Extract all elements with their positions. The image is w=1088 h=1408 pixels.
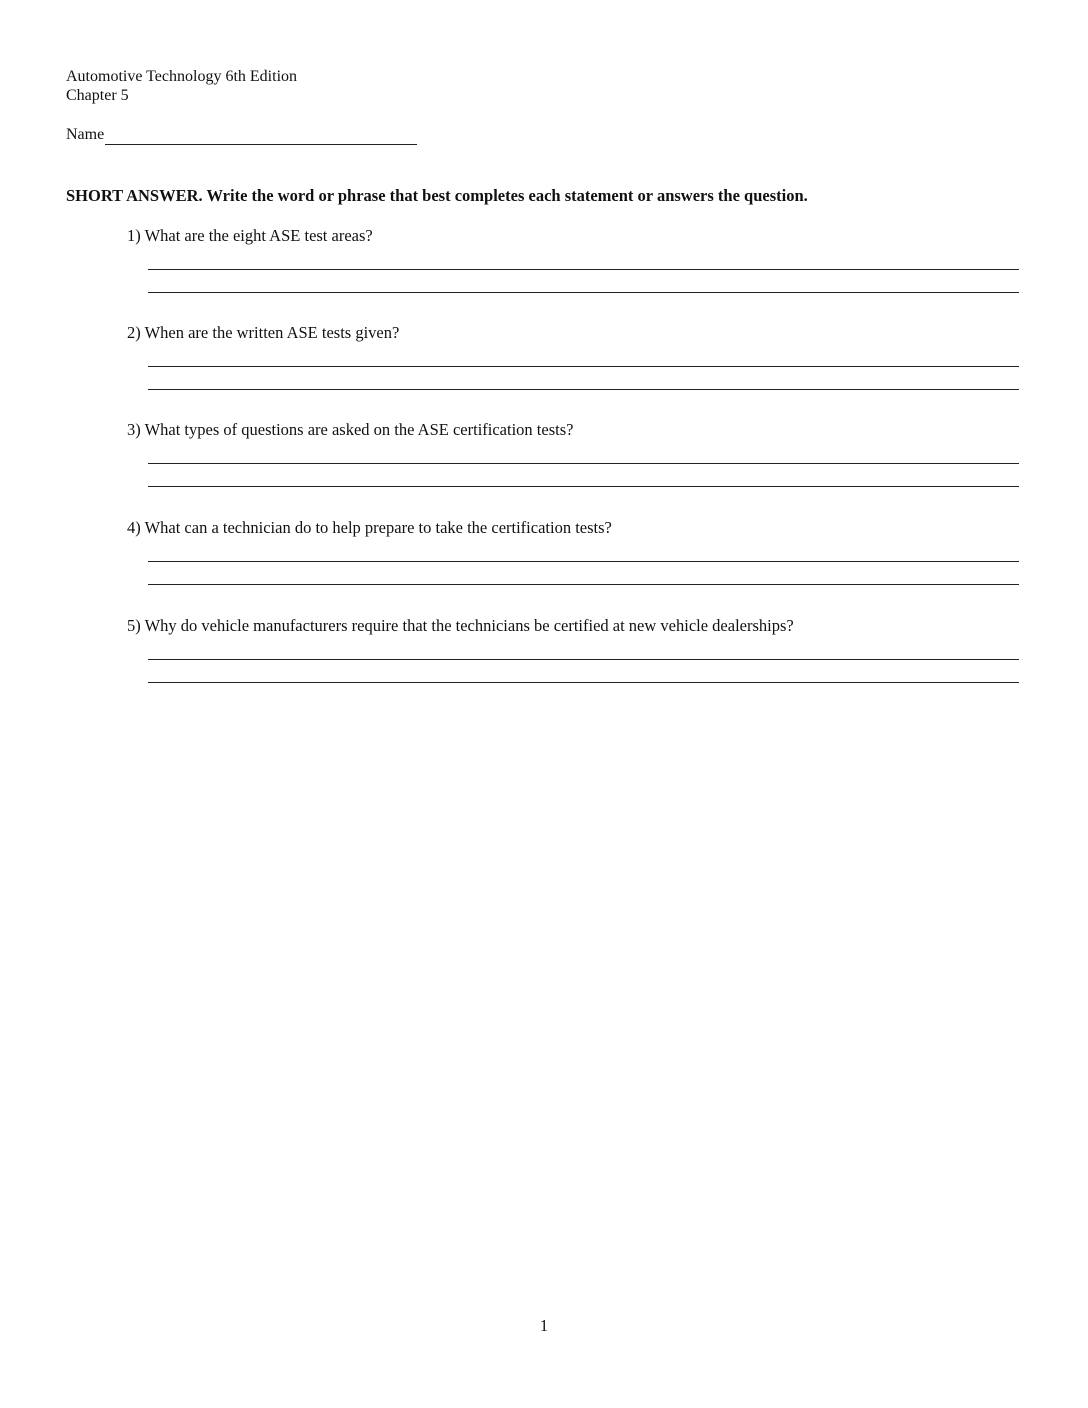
question-3 bbox=[127, 419, 1027, 441]
name-label: Name bbox=[66, 126, 105, 143]
chapter-label: Chapter 5 bbox=[66, 87, 129, 104]
question-text: 2) When are the written ASE tests given? bbox=[127, 323, 400, 342]
question-4 bbox=[127, 517, 1027, 539]
question-5 bbox=[127, 615, 1027, 637]
answer-line[interactable] bbox=[148, 292, 1019, 293]
question-text: 5) Why do vehicle manufacturers require that the technicians be certified at new vehicle dealerships? bbox=[127, 616, 794, 635]
answer-line[interactable] bbox=[148, 463, 1019, 464]
answer-line[interactable] bbox=[148, 366, 1019, 367]
question-text: 1) What are the eight ASE test areas? bbox=[127, 226, 373, 245]
page-number: 1 bbox=[539, 1316, 549, 1335]
answer-line[interactable] bbox=[148, 389, 1019, 390]
question-text: 4) What can a technician do to help prepare to take the certification tests? bbox=[127, 518, 612, 537]
name-blank-line[interactable] bbox=[105, 127, 417, 145]
name-row bbox=[66, 125, 417, 145]
book-title: Automotive Technology 6th Edition bbox=[66, 68, 298, 85]
section-instructions: SHORT ANSWER. Write the word or phrase that best completes each statement or answers the question. bbox=[66, 186, 808, 205]
answer-line[interactable] bbox=[148, 269, 1019, 270]
question-2 bbox=[127, 322, 1027, 344]
answer-line[interactable] bbox=[148, 486, 1019, 487]
answer-line[interactable] bbox=[148, 584, 1019, 585]
question-text: 3) What types of questions are asked on the ASE certification tests? bbox=[127, 420, 574, 439]
answer-line[interactable] bbox=[148, 561, 1019, 562]
answer-line[interactable] bbox=[148, 659, 1019, 660]
answer-line[interactable] bbox=[148, 682, 1019, 683]
question-1 bbox=[127, 225, 1027, 247]
